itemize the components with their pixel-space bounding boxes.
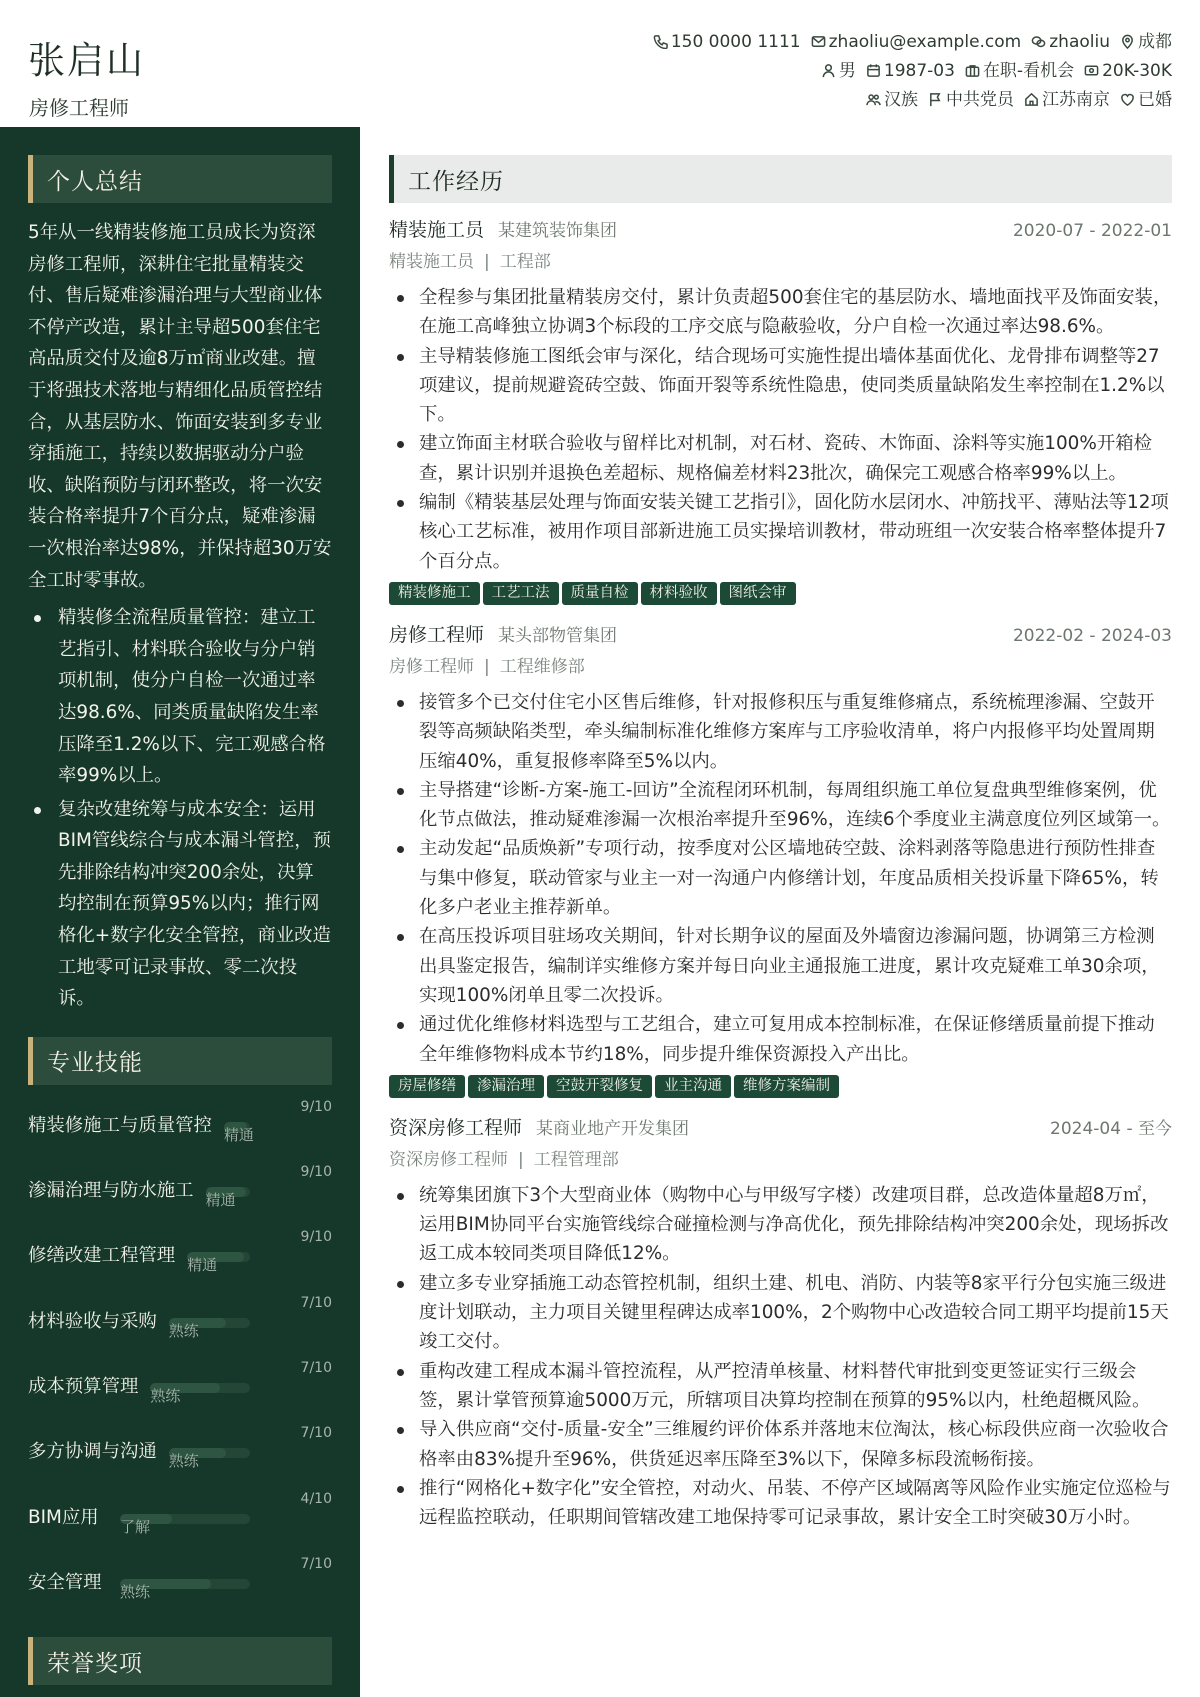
skill-tag: 房屋修缮 bbox=[389, 1075, 465, 1098]
contact-text: 男 bbox=[838, 61, 856, 81]
job-subtitle bbox=[389, 1145, 1172, 1173]
achievement-item: 主导精装修施工图纸会审与深化，结合现场可实施性提出墙体基面优化、龙骨排布调整等27项建议，提前规避瓷砖空鼓、饰面开裂等系统性隐患，使同类质量缺陷发生率控制在1.2%以下。 bbox=[389, 342, 1172, 430]
job-role: 资深房修工程师 bbox=[389, 1116, 523, 1139]
job-heading bbox=[389, 215, 617, 242]
job-entry bbox=[389, 1113, 1172, 1533]
work-experience-list bbox=[389, 215, 1172, 1532]
achievement-item: 建立饰面主材联合验收与留样比对机制，对石材、瓷砖、木饰面、涂料等实施100%开箱检查，累计识别并退换色差超标、规格偏差材料23批次，确保完工观感合格率99%以上。 bbox=[389, 429, 1172, 488]
contact-item bbox=[1031, 28, 1110, 57]
job-entry bbox=[389, 620, 1172, 1101]
skill-level-label: 熟练 bbox=[120, 1582, 151, 1601]
job-position: 精装施工员 bbox=[389, 252, 474, 272]
contact-text: 汉族 bbox=[884, 90, 918, 110]
mail-icon bbox=[811, 34, 826, 49]
job-tags bbox=[389, 582, 1172, 608]
skill-level-label: 精通 bbox=[205, 1191, 236, 1210]
job-heading bbox=[389, 1113, 689, 1140]
skill-tag: 质量自检 bbox=[562, 582, 638, 605]
separator: | bbox=[484, 656, 490, 677]
contact-text: zhaoliu bbox=[1049, 32, 1110, 52]
achievement-item: 建立多专业穿插施工动态管控机制，组织土建、机电、消防、内装等8家平行分包实施三级进度计划联动，主力项目关键里程碑达成率100%，2个购物中心改造较合同工期平均提前15天竣工交付。 bbox=[389, 1269, 1172, 1357]
contact-text: 成都 bbox=[1138, 32, 1172, 52]
job-subtitle bbox=[389, 247, 1172, 275]
job-position: 房修工程师 bbox=[389, 656, 474, 677]
contact-line bbox=[643, 86, 1172, 115]
job-heading bbox=[389, 620, 617, 647]
contact-line bbox=[643, 28, 1172, 57]
skill-tag: 业主沟通 bbox=[655, 1075, 731, 1098]
calendar-icon bbox=[866, 63, 881, 78]
skill-name: 修缮改建工程管理 bbox=[28, 1245, 176, 1267]
skill-tag: 精装修施工 bbox=[389, 582, 480, 605]
skill-score: 7/10 bbox=[300, 1555, 332, 1572]
skill-name: 安全管理 bbox=[28, 1571, 102, 1593]
contact-item bbox=[965, 57, 1074, 86]
job-achievements bbox=[389, 283, 1172, 576]
skill-tag: 维修方案编制 bbox=[734, 1075, 839, 1098]
contact-text: 江苏南京 bbox=[1042, 90, 1110, 110]
flag-icon bbox=[928, 92, 943, 107]
job-date: 2022-02 - 2024-03 bbox=[1012, 625, 1172, 646]
job-role: 精装施工员 bbox=[389, 219, 485, 241]
contact-text: zhaoliu@example.com bbox=[828, 32, 1022, 52]
contact-item bbox=[1024, 86, 1110, 115]
skill-item bbox=[28, 1489, 332, 1554]
skill-score: 9/10 bbox=[300, 1098, 332, 1115]
job-company: 某建筑装饰集团 bbox=[498, 221, 618, 241]
job-achievements bbox=[389, 1181, 1172, 1533]
summary-highlight-item: 精装修全流程质量管控：建立工艺指引、材料联合验收与分户销项机制，使分户自检一次通过率达98.6%、同类质量缺陷发生率压降至1.2%以下、完工观感合格率99%以上。 bbox=[28, 602, 332, 792]
job-role: 房修工程师 bbox=[389, 623, 485, 646]
contact-item bbox=[866, 57, 955, 86]
job-date: 2020-07 - 2022-01 bbox=[1012, 221, 1172, 241]
ethnicity-icon bbox=[866, 92, 881, 107]
skill-level-label: 熟练 bbox=[168, 1452, 199, 1471]
skill-name: 成本预算管理 bbox=[28, 1376, 139, 1398]
contact-text: 在职-看机会 bbox=[982, 61, 1075, 81]
skill-name: 渗漏治理与防水施工 bbox=[28, 1180, 194, 1202]
skill-level-label: 精通 bbox=[223, 1125, 254, 1144]
job-header bbox=[389, 215, 1172, 243]
job-date: 2024-04 - 至今 bbox=[1050, 1118, 1172, 1139]
skill-name: BIM应用 bbox=[28, 1506, 99, 1528]
job-header bbox=[389, 620, 1172, 648]
achievement-item: 接管多个已交付住宅小区售后维修，针对报修积压与重复维修痛点，系统梳理渗漏、空鼓开裂等高频缺陷类型，牵头编制标准化维修方案库与工序验收清单，将户内报修平均处置周期压缩40%，重复报修率降至5%以内。 bbox=[389, 688, 1172, 776]
achievement-item: 全程参与集团批量精装房交付，累计负责超500套住宅的基层防水、墙地面找平及饰面安装，在施工高峰独立协调3个标段的工序交底与隐蔽验收，分户自检一次通过率达98.6%。 bbox=[389, 283, 1172, 342]
contact-info bbox=[643, 28, 1172, 115]
skill-score: 9/10 bbox=[300, 1164, 332, 1181]
achievement-item: 通过优化维修材料选型与工艺组合，建立可复用成本控制标准，在保证修缮质量前提下推动全年维修物料成本节约18%，同步提升维保资源投入产出比。 bbox=[389, 1010, 1172, 1069]
candidate-title: 房修工程师 bbox=[29, 96, 129, 120]
work-section-title: 工作经历 bbox=[389, 155, 1172, 203]
skill-level-label: 精通 bbox=[187, 1256, 218, 1275]
main-content bbox=[389, 155, 1172, 1532]
skills-list bbox=[28, 1097, 332, 1619]
briefcase-icon bbox=[965, 63, 980, 78]
skill-name: 精装修施工与质量管控 bbox=[28, 1114, 212, 1136]
summary-highlight-item: 复杂改建统筹与成本安全：运用BIM管线综合与成本漏斗管控，预先排除结构冲突200余处，决算均控制在预算95%以内；推行网格化+数字化安全管控，商业改造工地零可记录事故、零二次投诉。 bbox=[28, 794, 332, 1015]
home-icon bbox=[1024, 92, 1039, 107]
job-department: 工程管理部 bbox=[533, 1149, 619, 1170]
summary-highlights bbox=[28, 602, 332, 1015]
skill-item bbox=[28, 1423, 332, 1488]
contact-item bbox=[821, 57, 856, 86]
achievement-item: 重构改建工程成本漏斗管控流程，从严控清单核量、材料替代审批到变更签证实行三级会签，累计掌管预算逾5000万元，所辖项目决算均控制在预算的95%以内，杜绝超概风险。 bbox=[389, 1357, 1172, 1416]
skill-item bbox=[28, 1162, 332, 1227]
skill-item bbox=[28, 1227, 332, 1292]
skill-score: 7/10 bbox=[300, 1360, 332, 1377]
separator: | bbox=[484, 252, 490, 272]
contact-item bbox=[653, 28, 801, 57]
job-subtitle bbox=[389, 652, 1172, 680]
heart-icon bbox=[1120, 92, 1135, 107]
contact-text: 1987-03 bbox=[883, 61, 955, 81]
job-department: 工程维修部 bbox=[499, 656, 585, 677]
skill-level-label: 熟练 bbox=[150, 1387, 181, 1406]
job-header bbox=[389, 1113, 1172, 1141]
job-position: 资深房修工程师 bbox=[389, 1149, 508, 1170]
skill-item bbox=[28, 1358, 332, 1423]
contact-item bbox=[1084, 57, 1172, 86]
skill-tag: 空鼓开裂修复 bbox=[547, 1075, 652, 1098]
achievement-item: 导入供应商“交付-质量-安全”三维履约评价体系并落地末位淘汰，核心标段供应商一次验收合格率由83%提升至96%，供货延迟率压降至3%以下，保障多标段流畅衔接。 bbox=[389, 1415, 1172, 1474]
job-company: 某商业地产开发集团 bbox=[536, 1118, 690, 1139]
skills-section-title: 专业技能 bbox=[28, 1037, 332, 1085]
skill-item bbox=[28, 1554, 332, 1619]
skill-score: 7/10 bbox=[300, 1425, 332, 1442]
achievement-item: 推行“网格化+数字化”安全管控，对动火、吊装、不停产区域隔离等风险作业实施定位巡检与远程监控联动，任职期间管辖改建工地保持零可记录事故，累计安全工时突破30万小时。 bbox=[389, 1474, 1172, 1533]
separator: | bbox=[518, 1149, 524, 1170]
skill-level-label: 熟练 bbox=[168, 1321, 199, 1340]
skill-tag: 材料验收 bbox=[641, 582, 717, 605]
contact-line bbox=[643, 57, 1172, 86]
achievement-item: 编制《精装基层处理与饰面安装关键工艺指引》，固化防水层闭水、冲筋找平、薄贴法等12项核心工艺标准，被用作项目部新进施工员实操培训教材，带动班组一次安装合格率整体提升7个百分点。 bbox=[389, 488, 1172, 576]
skill-name: 材料验收与采购 bbox=[28, 1310, 157, 1332]
contact-item bbox=[1120, 28, 1172, 57]
phone-icon bbox=[653, 34, 668, 49]
candidate-name: 张启山 bbox=[28, 39, 145, 82]
contact-item bbox=[1120, 86, 1172, 115]
resume-header bbox=[0, 0, 1200, 127]
skill-tag: 图纸会审 bbox=[720, 582, 796, 605]
contact-item bbox=[866, 86, 918, 115]
job-achievements bbox=[389, 688, 1172, 1069]
contact-text: 150 0000 1111 bbox=[670, 32, 801, 52]
achievement-item: 统筹集团旗下3个大型商业体（购物中心与甲级写字楼）改建项目群，总改造体量超8万㎡，运用BIM协同平台实施管线综合碰撞检测与净高优化，预先排除结构冲突200余处，现场拆改返工成本较同类项目降低12%。 bbox=[389, 1181, 1172, 1269]
skill-level-label: 了解 bbox=[120, 1517, 151, 1536]
sidebar bbox=[0, 127, 360, 1697]
person-icon bbox=[821, 63, 836, 78]
location-icon bbox=[1120, 34, 1135, 49]
job-tags bbox=[389, 1075, 1172, 1101]
summary-section-title: 个人总结 bbox=[28, 155, 332, 203]
achievement-item: 主导搭建“诊断-方案-施工-回访”全流程闭环机制，每周组织施工单位复盘典型维修案例，优化节点做法，推动疑难渗漏一次根治率提升至96%，连续6个季度业主满意度位列区域第一。 bbox=[389, 776, 1172, 835]
achievement-item: 在高压投诉项目驻场攻关期间，针对长期争议的屋面及外墙窗边渗漏问题，协调第三方检测出具鉴定报告，编制详实维修方案并每日向业主通报施工进度，累计攻克疑难工单30余项，实现100%闭单且零二次投诉。 bbox=[389, 922, 1172, 1010]
skill-score: 9/10 bbox=[300, 1229, 332, 1246]
skill-tag: 工艺工法 bbox=[483, 582, 559, 605]
skill-tag: 渗漏治理 bbox=[468, 1075, 544, 1098]
skill-item bbox=[28, 1097, 332, 1162]
job-company: 某头部物管集团 bbox=[498, 625, 618, 646]
salary-icon bbox=[1084, 63, 1099, 78]
contact-item bbox=[928, 86, 1014, 115]
contact-item bbox=[811, 28, 1022, 57]
honors-section-title: 荣誉奖项 bbox=[28, 1637, 332, 1685]
skill-score: 7/10 bbox=[300, 1294, 332, 1311]
job-department: 工程部 bbox=[499, 252, 551, 272]
contact-text: 中共党员 bbox=[946, 90, 1014, 110]
achievement-item: 主动发起“品质焕新”专项行动，按季度对公区墙地砖空鼓、涂料剥落等隐患进行预防性排查与集中修复，联动管家与业主一对一沟通户内修缮计划，年度品质相关投诉量下降65%，转化多户老业主推荐新单。 bbox=[389, 834, 1172, 922]
job-entry bbox=[389, 215, 1172, 608]
contact-text: 20K-30K bbox=[1102, 61, 1172, 81]
skill-name: 多方协调与沟通 bbox=[28, 1441, 157, 1463]
wechat-icon bbox=[1031, 34, 1046, 49]
contact-text: 已婚 bbox=[1138, 90, 1172, 110]
skill-item bbox=[28, 1293, 332, 1358]
skill-score: 4/10 bbox=[300, 1490, 332, 1507]
summary-text: 5年从一线精装修施工员成长为资深房修工程师，深耕住宅批量精装交付、售后疑难渗漏治理与大型商业体不停产改造，累计主导超500套住宅高品质交付及逾8万㎡商业改建。擅于将强技术落地与精细化品质管控结合，从基层防水、饰面安装到多专业穿插施工，持续以数据驱动分户验收、缺陷预防与闭环整改，将一次安装合格率提升7个百分点，疑难渗漏一次根治率达98%，并保持超30万安全工时零事故。 bbox=[28, 222, 332, 591]
